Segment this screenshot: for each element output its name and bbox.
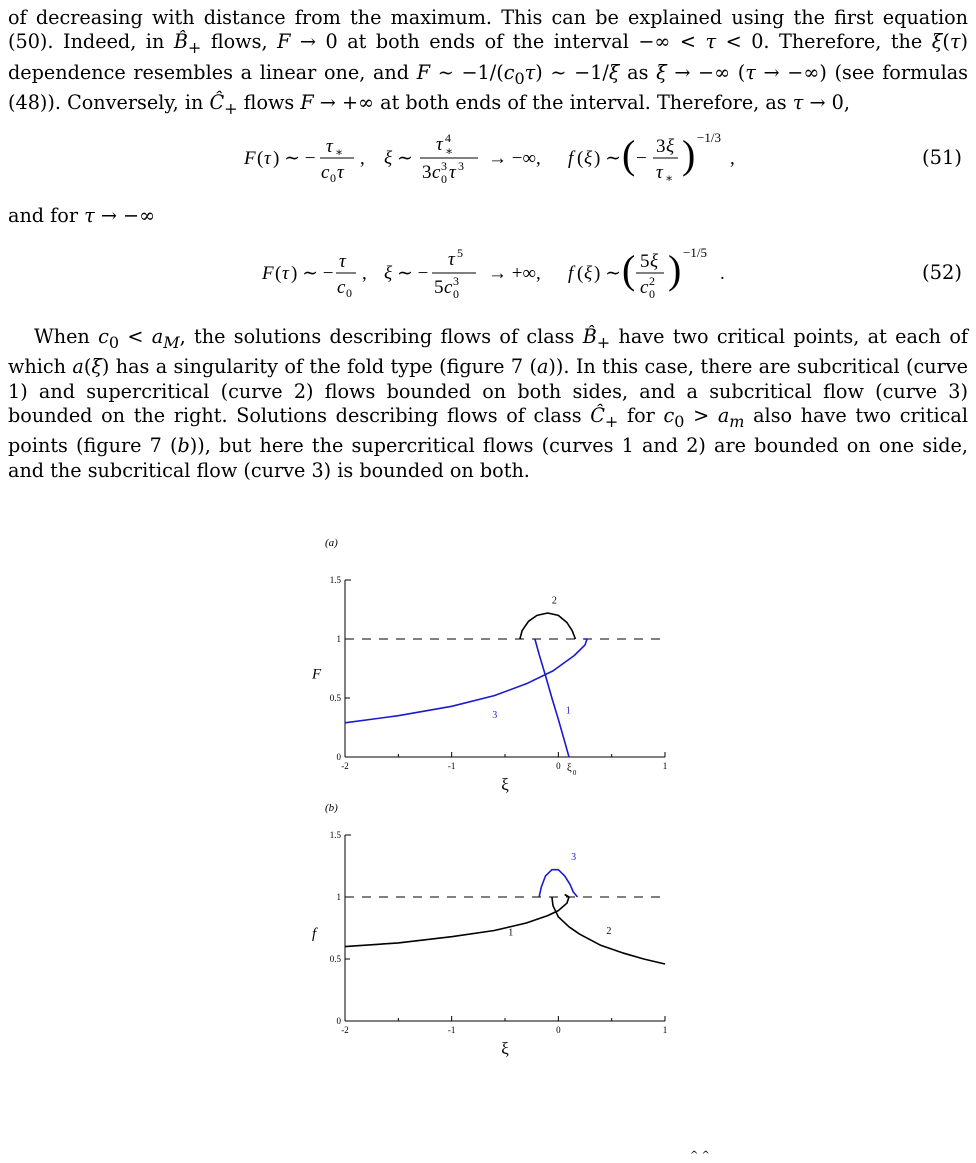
svg-text:): ) [668, 247, 682, 292]
svg-text:ξ: ξ [584, 263, 593, 284]
svg-text:3: 3 [656, 136, 666, 157]
equation-number: (51) [921, 146, 962, 169]
svg-text:(: ( [577, 263, 584, 284]
svg-text:2: 2 [649, 274, 655, 288]
svg-text:∗: ∗ [665, 171, 674, 185]
series-2-line [520, 613, 576, 639]
svg-text:5: 5 [640, 251, 650, 272]
svg-text:3: 3 [422, 162, 432, 183]
svg-text:−1/3: −1/3 [697, 130, 721, 145]
svg-text:f: f [568, 263, 574, 284]
series-3-label: 3 [571, 851, 577, 863]
svg-text:τ: τ [448, 249, 455, 270]
svg-text:ξ: ξ [384, 263, 393, 284]
x-tick-label: -1 [447, 1025, 456, 1035]
series-2-label: 2 [606, 926, 612, 938]
x-tick-label: 0 [556, 1025, 561, 1035]
svg-text:,: , [362, 263, 367, 284]
svg-text:c: c [444, 277, 453, 298]
svg-text:3: 3 [441, 159, 447, 173]
y-tick-label: 1.5 [329, 575, 341, 585]
svg-text:(: ( [257, 148, 264, 169]
paragraph-3: When $c_0 < a_M$, the solutions describing flows of class $B̂_+$ have two critical points, at each of which a(ξ) has a singularity of the fold type (figure 7 (a)). In this case, there are subcritical (curve 1) and supercritical (curve 2) flows bounded on both sides, and a subcritical flow (curve 3) bounded on the right. Solutions describing flows of class $Ĉ_+$ for $c_0 > a_m$ also have two critical points (figure 7 (b)), but here the supercritical flows (curves 1 and 2) are bounded on one side, and the subcritical flow (curve 3) is bounded on both. [8, 325, 969, 482]
paragraph-2: and for τ → −∞ [8, 204, 156, 227]
y-axis-label: f [312, 926, 317, 942]
svg-text:τ: τ [339, 251, 346, 272]
equation-51 [0, 128, 976, 188]
series-1-line [535, 639, 569, 757]
svg-text:c: c [337, 277, 346, 298]
series-2-label: 2 [551, 595, 557, 607]
figure-7 [0, 520, 976, 1120]
equation-51-render [0, 128, 976, 188]
svg-text:3: 3 [453, 274, 459, 288]
svg-text:ξ: ξ [650, 251, 659, 272]
svg-text:τ: τ [656, 162, 663, 183]
equation-52 [0, 243, 976, 303]
svg-text:F: F [262, 263, 274, 284]
svg-text:τ: τ [282, 263, 289, 284]
chart-panel-a [311, 537, 667, 794]
x0-tick-label: ξ [566, 762, 572, 774]
svg-text:0: 0 [649, 287, 655, 301]
svg-text:c: c [432, 162, 441, 183]
x-tick-label: 1 [662, 1025, 668, 1035]
svg-text:0: 0 [441, 172, 447, 186]
y-tick-label: 1 [336, 892, 341, 902]
svg-text:c: c [321, 162, 330, 183]
svg-text:∼: ∼ [397, 148, 413, 169]
svg-text:0: 0 [453, 287, 459, 301]
svg-text:0: 0 [346, 286, 352, 300]
equation-number: (52) [921, 261, 962, 284]
svg-text:∗: ∗ [445, 144, 454, 158]
svg-text:ξ: ξ [584, 148, 593, 169]
svg-text:5: 5 [457, 246, 463, 260]
series-3-line [345, 639, 587, 723]
svg-text:∼ −: ∼ − [397, 263, 429, 284]
svg-text:f: f [568, 148, 574, 169]
svg-text:τ: τ [449, 162, 456, 183]
x-tick-label: 1 [662, 761, 668, 771]
y-axis-label: F [312, 666, 322, 683]
svg-text:τ: τ [264, 148, 271, 169]
svg-text:0: 0 [330, 171, 336, 185]
svg-text:τ: τ [337, 162, 344, 183]
series-3-label: 3 [492, 710, 498, 722]
svg-text:5: 5 [434, 277, 444, 298]
series-3-line [539, 870, 577, 897]
y-tick-label: 0 [336, 1016, 341, 1026]
svg-text:τ: τ [326, 136, 333, 157]
series-1-label: 1 [565, 705, 571, 717]
svg-text:) ∼: ) ∼ [594, 148, 621, 169]
figure-caption-fragment: ^ ^ [690, 1150, 710, 1161]
x-tick-label: -2 [341, 1025, 349, 1035]
x-axis-label: ξ [501, 1039, 509, 1058]
svg-text:→ +∞,: → +∞, [488, 263, 541, 284]
svg-text:(: ( [275, 263, 282, 284]
svg-text:) ∼ −: ) ∼ − [291, 263, 334, 284]
svg-text:4: 4 [445, 131, 451, 145]
svg-text:(: ( [622, 247, 636, 292]
panel-label: (a) [325, 537, 338, 549]
x-tick-label: -1 [447, 761, 456, 771]
svg-text:∗: ∗ [335, 145, 344, 159]
y-tick-label: 0.5 [329, 954, 341, 964]
y-tick-label: 0 [336, 752, 341, 762]
x0-tick-subscript: 0 [572, 769, 577, 777]
svg-text:.: . [720, 263, 725, 284]
chart-panel-b [312, 802, 667, 1058]
equation-52-render [0, 243, 976, 303]
svg-text:−: − [636, 148, 647, 169]
svg-text:ξ: ξ [666, 136, 675, 157]
svg-text:,: , [730, 148, 735, 169]
series-1-label: 1 [508, 927, 514, 939]
svg-text:τ: τ [436, 134, 443, 155]
series-1-line [345, 895, 569, 947]
svg-text:) ∼ −: ) ∼ − [273, 148, 316, 169]
y-tick-label: 1.5 [329, 830, 341, 840]
svg-text:,: , [360, 148, 365, 169]
svg-text:3: 3 [458, 159, 464, 173]
svg-text:c: c [640, 277, 649, 298]
svg-text:→ −∞,: → −∞, [488, 148, 541, 169]
paragraph-1: of decreasing with distance from the maximum. This can be explained using the first equation (50). Indeed, in $B̂_+$ flows, F → 0 at both ends of the interval −∞ < τ < 0. Therefore, the ξ(τ) dependence resembles a linear one, and F ∼ $-1/(c_0\tau)$ ∼ −1/ξ as ξ → −∞ (τ → −∞) (see formulas (48)). Conversely, in $Ĉ_+$ flows F → +∞ at both ends of the interval. Therefore, as τ → 0, [8, 6, 968, 118]
svg-text:−1/5: −1/5 [683, 245, 707, 260]
y-tick-label: 1 [336, 634, 341, 644]
svg-text:): ) [682, 132, 696, 177]
svg-text:ξ: ξ [384, 148, 393, 169]
svg-text:F: F [244, 148, 256, 169]
x-tick-label: 0 [556, 761, 561, 771]
panel-label: (b) [325, 802, 338, 814]
svg-text:(: ( [577, 148, 584, 169]
x-axis-label: ξ [501, 775, 509, 794]
x-tick-label: -2 [341, 761, 349, 771]
svg-text:(: ( [622, 132, 636, 177]
y-tick-label: 0.5 [329, 693, 341, 703]
svg-text:) ∼: ) ∼ [594, 263, 621, 284]
